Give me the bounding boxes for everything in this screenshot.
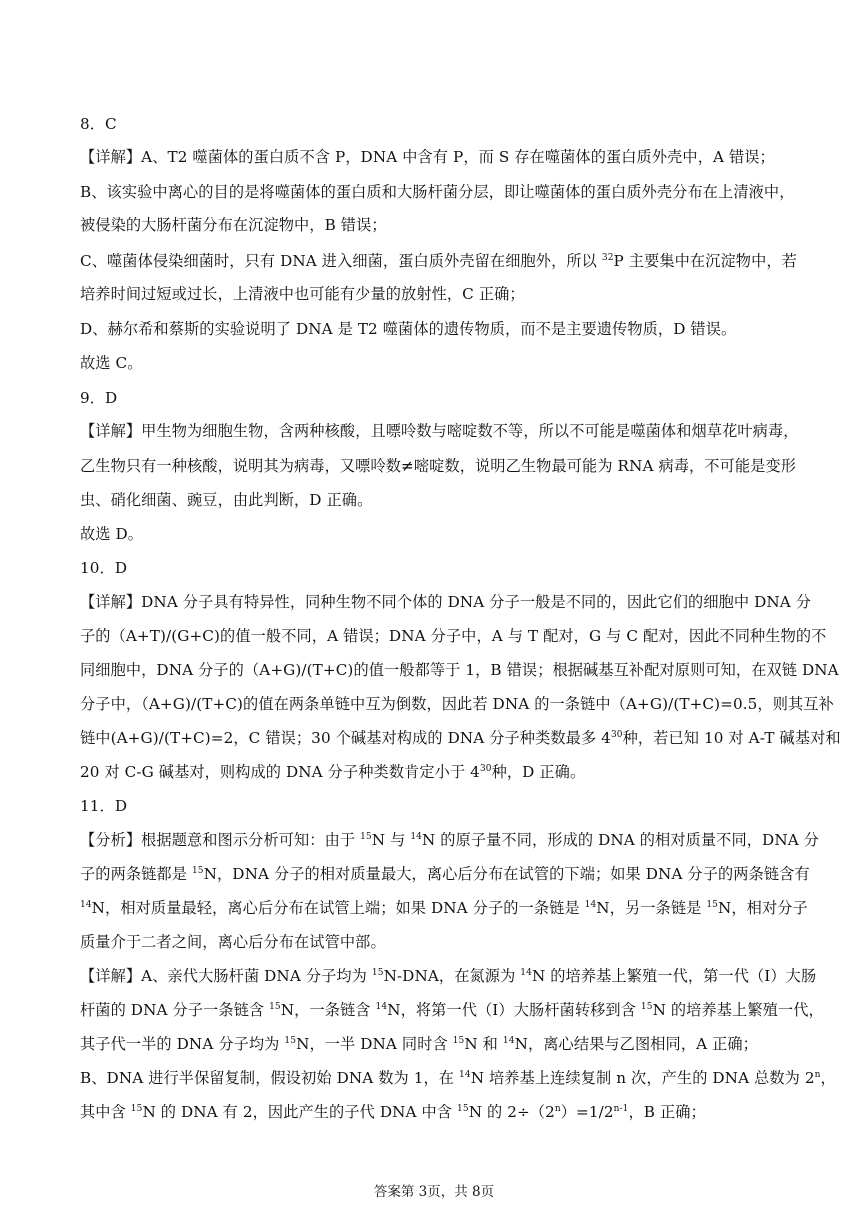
- q10-line-2: 子的（A+T)/(G+C)的值一般不同，A 错误；DNA 分子中，A 与 T 配对，G 与 C 配对，因此不同种生物的不: [80, 627, 827, 645]
- q11-detail-2: 杆菌的 DNA 分子一条链含 $^{15}$N，一条链含 $^{14}$N，将第一代（I）大肠杆菌转移到含 $^{15}$N 的培养基上繁殖一代，: [80, 1001, 824, 1019]
- q10-line-5: 链中(A+G)/(T+C)=2，C 错误；30 个碱基对构成的 DNA 分子种类数最多 $4^{30}$种，若已知 10 对 A-T 碱基对和: [80, 729, 841, 747]
- page-footer: 答案第 3页，共 8页: [373, 1184, 495, 1200]
- q9-line-4: 故选 D。: [80, 525, 144, 543]
- q11-detail-4: B、DNA 进行半保留复制，假设初始 DNA 数为 1，在 $^{14}$N 培养基上连续复制 n 次，产生的 DNA 总数为 2$^n$，: [80, 1069, 836, 1087]
- q9-line-2: 乙生物只有一种核酸，说明其为病毒，又嘌呤数≠嘧啶数，说明乙生物最可能为 RNA 病毒，不可能是变形: [80, 457, 797, 475]
- q9-line-1: 【详解】甲生物为细胞生物，含两种核酸，且嘌呤数与嘧啶数不等，所以不可能是噬菌体和烟草花叶病毒，: [80, 422, 799, 440]
- q11-detail-3: 其子代一半的 DNA 分子均为 $^{15}$N，一半 DNA 同时含 $^{15}$N 和 $^{14}$N，离心结果与乙图相同，A 正确；: [80, 1035, 758, 1053]
- q9-line-3: 虫、硝化细菌、豌豆，由此判断，D 正确。: [80, 491, 373, 509]
- q8-line-7: 故选 C。: [80, 354, 143, 372]
- q8-line-1: 【详解】A、T2 噬菌体的蛋白质不含 P，DNA 中含有 P，而 S 存在噬菌体的蛋白质外壳中，A 错误；: [80, 148, 775, 166]
- answer-8: 8．C: [80, 115, 117, 133]
- q10-line-3: 同细胞中，DNA 分子的（A+G)/(T+C)的值一般都等于 1，B 错误；根据碱基互补配对原则可知，在双链 DNA: [80, 661, 839, 679]
- q11-analysis-2: 子的两条链都是 $^{15}$N，DNA 分子的相对质量最大，离心后分布在试管的下端；如果 DNA 分子的两条链含有: [80, 865, 810, 883]
- q10-line-1: 【详解】DNA 分子具有特异性，同种生物不同个体的 DNA 分子一般是不同的，因此它们的细胞中 DNA 分: [80, 593, 812, 611]
- answer-10: 10．D: [80, 559, 128, 577]
- q8-line-6: D、赫尔希和蔡斯的实验说明了 DNA 是 T2 噬菌体的遗传物质，而不是主要遗传物质，D 错误。: [80, 320, 737, 338]
- q10-line-4: 分子中，（A+G)/(T+C)的值在两条单链中互为倒数，因此若 DNA 的一条链中（A+G)/(T+C)=0.5，则其互补: [80, 695, 834, 713]
- q11-analysis-3: $^{14}$N，相对质量最轻，离心后分布在试管上端；如果 DNA 分子的一条链是 $^{14}$N，另一条链是 $^{15}$N，相对分子: [80, 899, 808, 917]
- q8-line-4: C、噬菌体侵染细菌时，只有 DNA 进入细菌，蛋白质外壳留在细胞外，所以 $^{32}$P 主要集中在沉淀物中，若: [80, 252, 797, 270]
- q8-line-5: 培养时间过短或过长，上清液中也可能有少量的放射性，C 正确；: [80, 285, 525, 303]
- answer-11: 11．D: [80, 797, 128, 815]
- q8-line-3: 被侵染的大肠杆菌分布在沉淀物中，B 错误；: [80, 216, 387, 234]
- q8-line-2: B、该实验中离心的目的是将噬菌体的蛋白质和大肠杆菌分层，即让噬菌体的蛋白质外壳分布在上清液中，: [80, 183, 795, 201]
- q11-detail-1: 【详解】A、亲代大肠杆菌 DNA 分子均为 $^{15}$N-DNA，在氮源为 $^{14}$N 的培养基上繁殖一代，第一代（I）大肠: [80, 967, 817, 985]
- q11-analysis-4: 质量介于二者之间，离心后分布在试管中部。: [80, 933, 386, 951]
- q11-detail-5: 其中含 $^{15}$N 的 DNA 有 2，因此产生的子代 DNA 中含 $^{15}$N 的 $2\div(2^n)=1/2^{n-1}$，B 正确；: [80, 1103, 706, 1121]
- q11-analysis-1: 【分析】根据题意和图示分析可知：由于 $^{15}$N 与 $^{14}$N 的原子量不同，形成的 DNA 的相对质量不同，DNA 分: [80, 831, 819, 849]
- q10-line-6: 20 对 C-G 碱基对，则构成的 DNA 分子种类数肯定小于 $4^{30}$种，D 正确。: [80, 763, 586, 781]
- answer-9: 9．D: [80, 389, 118, 407]
